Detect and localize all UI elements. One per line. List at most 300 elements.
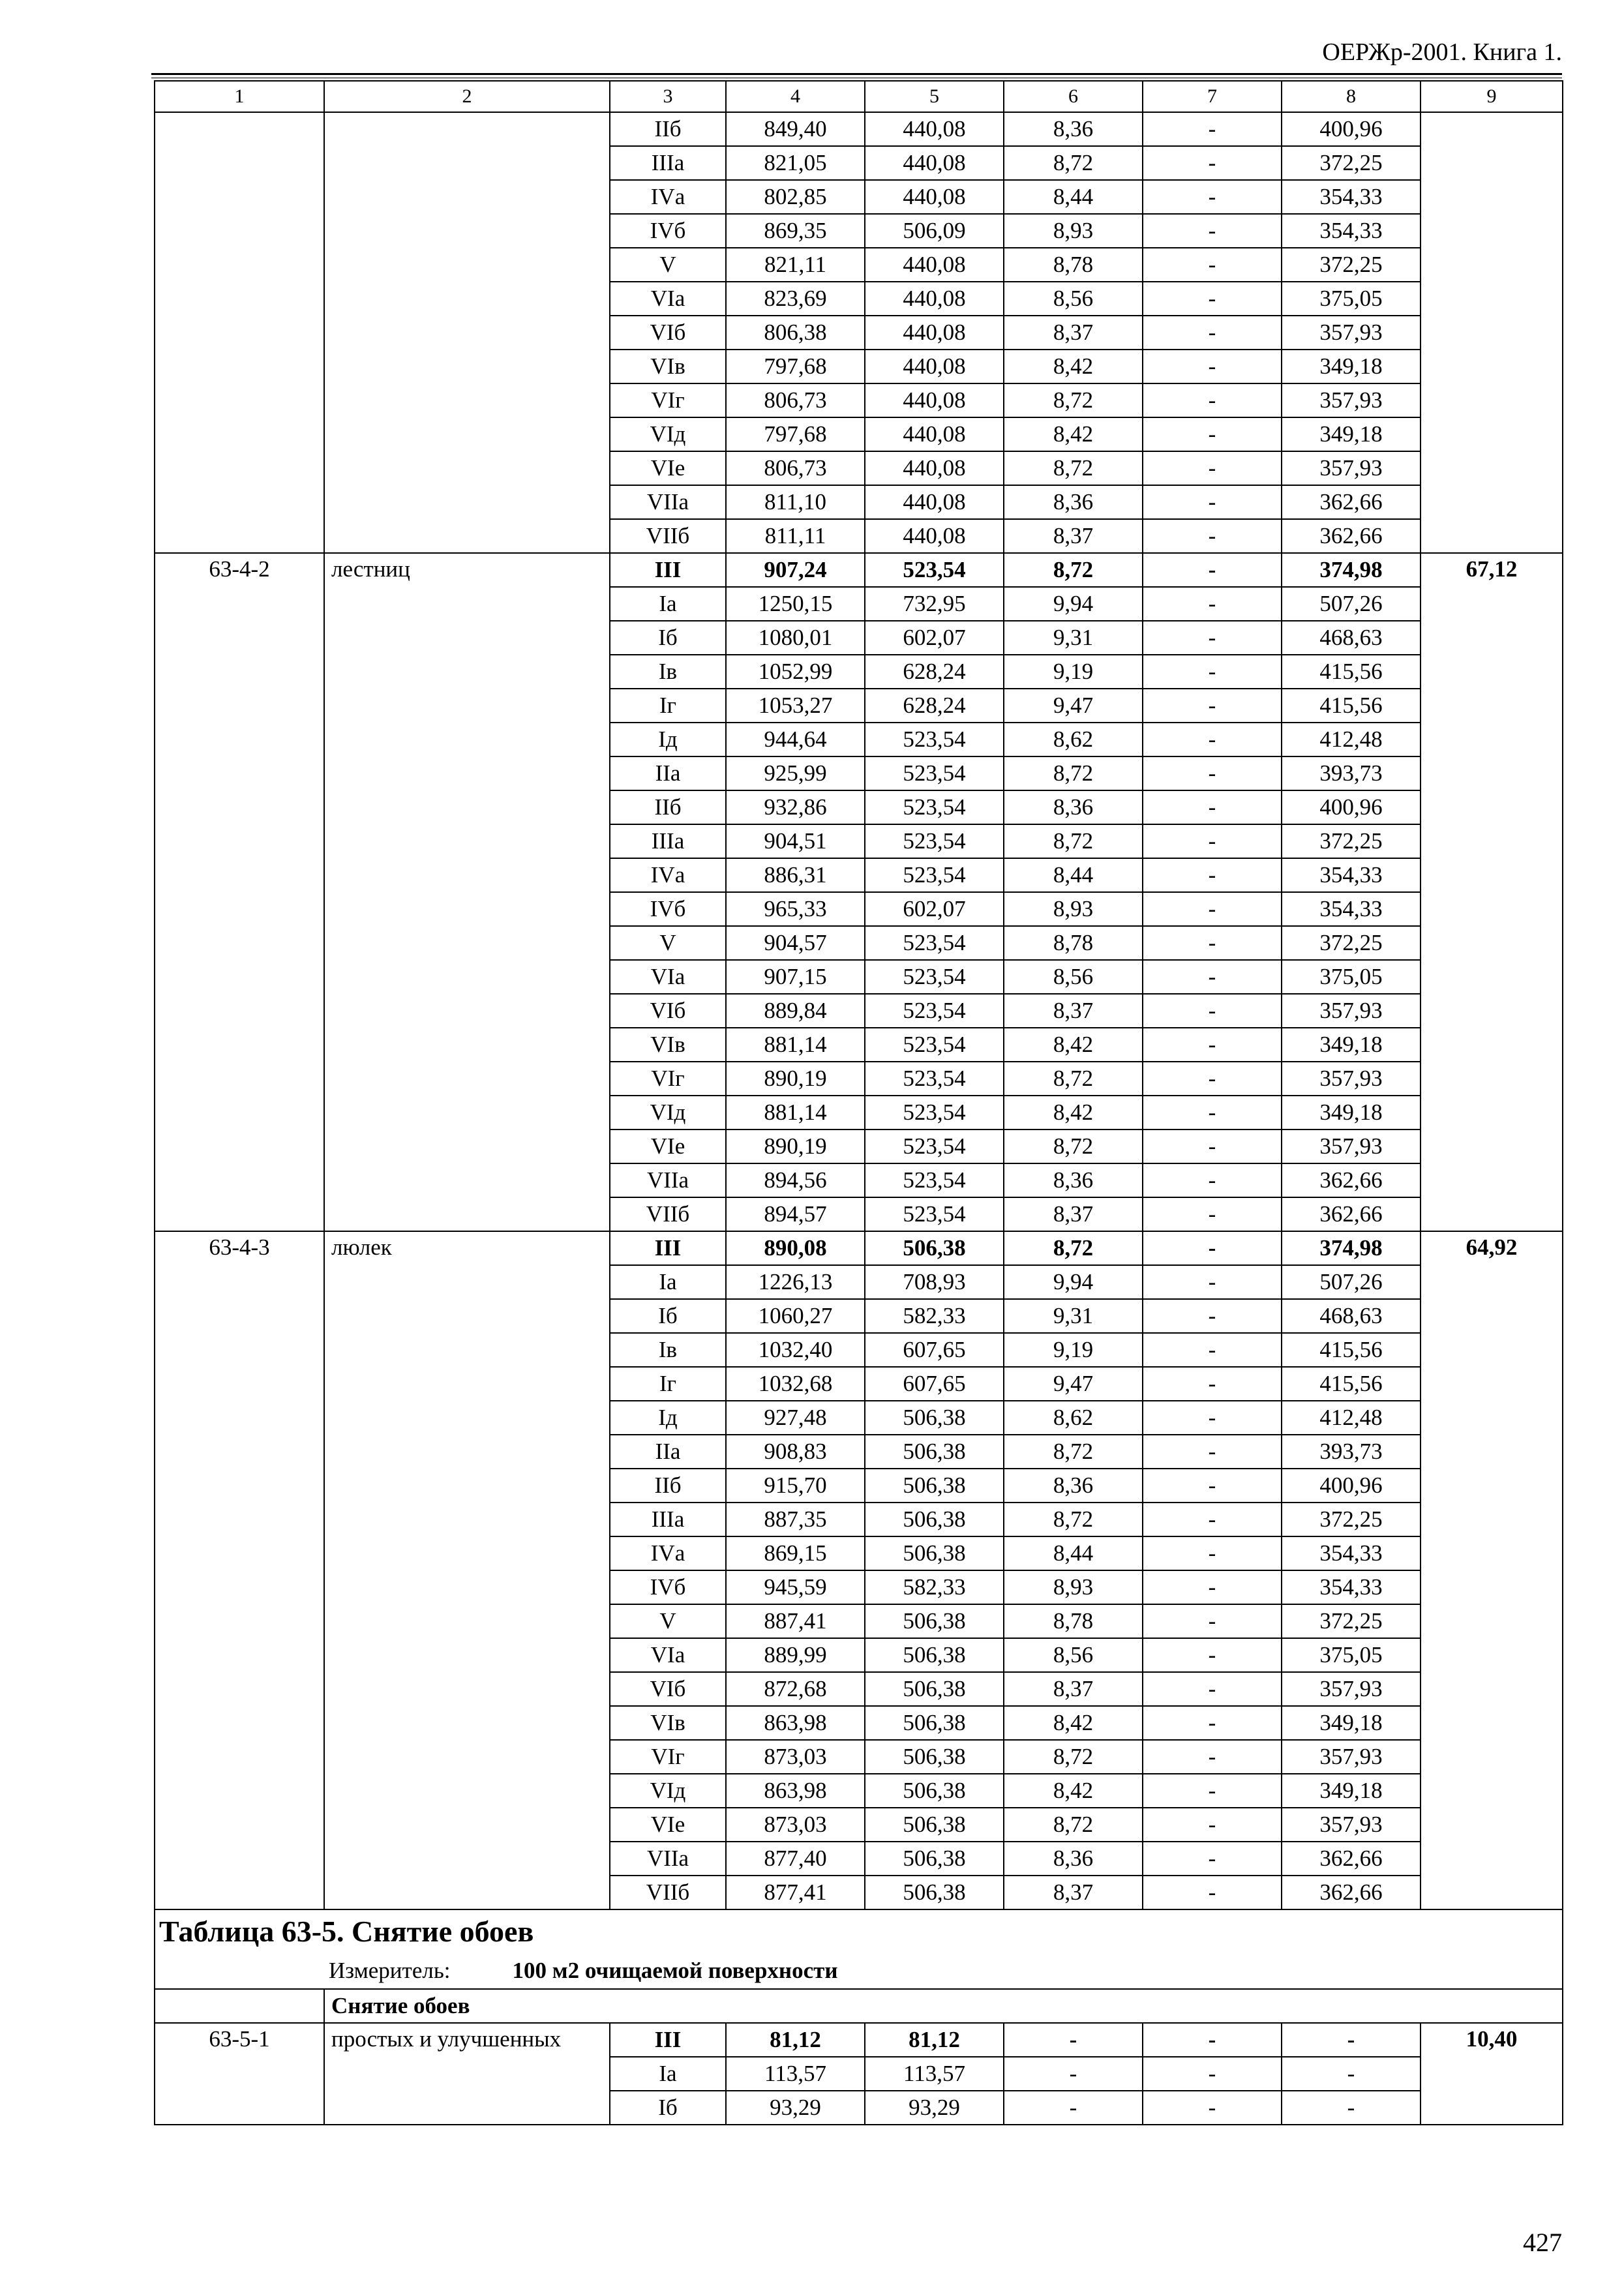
region-code: Iв <box>610 655 726 689</box>
column-number-row <box>155 81 1563 112</box>
machine-cost: - <box>1004 2023 1143 2057</box>
driver-wages: - <box>1143 1367 1282 1401</box>
machine-cost: 8,72 <box>1004 1435 1143 1469</box>
total-cost: 889,99 <box>726 1638 865 1672</box>
driver-wages: - <box>1143 1876 1282 1909</box>
column-number: 4 <box>726 81 865 112</box>
wages: 506,38 <box>865 1469 1004 1503</box>
region-code: V <box>610 1604 726 1638</box>
machine-cost: 8,78 <box>1004 926 1143 960</box>
wages: 440,08 <box>865 316 1004 350</box>
region-code: IVб <box>610 892 726 926</box>
materials-cost: 357,93 <box>1282 383 1421 417</box>
machine-cost: 8,78 <box>1004 1604 1143 1638</box>
driver-wages: - <box>1143 858 1282 892</box>
driver-wages: - <box>1143 1096 1282 1130</box>
total-cost: 889,84 <box>726 994 865 1028</box>
materials-cost: 362,66 <box>1282 519 1421 553</box>
wages: 607,65 <box>865 1333 1004 1367</box>
region-code: VIд <box>610 417 726 451</box>
total-cost: 927,48 <box>726 1401 865 1435</box>
wages: 81,12 <box>865 2023 1004 2057</box>
driver-wages: - <box>1143 926 1282 960</box>
region-code: VIе <box>610 1130 726 1163</box>
materials-cost: 362,66 <box>1282 1197 1421 1231</box>
materials-cost: 357,93 <box>1282 1740 1421 1774</box>
materials-cost: 375,05 <box>1282 1638 1421 1672</box>
region-code: VIIб <box>610 519 726 553</box>
item-code: 63-4-2 <box>155 553 324 1231</box>
wages: 523,54 <box>865 1197 1004 1231</box>
driver-wages: - <box>1143 146 1282 180</box>
region-code: IIб <box>610 1469 726 1503</box>
table-title: Таблица 63-5. Снятие обоев <box>155 1909 1563 1953</box>
materials-cost: 354,33 <box>1282 858 1421 892</box>
driver-wages: - <box>1143 1570 1282 1604</box>
section-blank <box>155 1989 324 2023</box>
machine-cost: 8,72 <box>1004 1808 1143 1842</box>
region-code: Iб <box>610 621 726 655</box>
region-code: Iб <box>610 1299 726 1333</box>
labor-cost: 10,40 <box>1421 2023 1563 2125</box>
wages: 440,08 <box>865 112 1004 146</box>
materials-cost: 357,93 <box>1282 1062 1421 1096</box>
materials-cost: 372,25 <box>1282 824 1421 858</box>
total-cost: 904,57 <box>726 926 865 960</box>
region-code: Iг <box>610 689 726 723</box>
measure-label: Измеритель: <box>329 1958 451 1983</box>
region-code: VIг <box>610 383 726 417</box>
machine-cost: 8,93 <box>1004 892 1143 926</box>
total-cost: 881,14 <box>726 1096 865 1130</box>
section-row <box>155 1989 1563 2023</box>
driver-wages: - <box>1143 2091 1282 2125</box>
total-cost: 877,40 <box>726 1842 865 1876</box>
wages: 523,54 <box>865 1096 1004 1130</box>
machine-cost: 8,37 <box>1004 1672 1143 1706</box>
machine-cost: 9,31 <box>1004 621 1143 655</box>
wages: 523,54 <box>865 1163 1004 1197</box>
total-cost: 907,24 <box>726 553 865 587</box>
machine-cost: 8,72 <box>1004 451 1143 485</box>
table-row <box>155 1231 1563 1265</box>
total-cost: 823,69 <box>726 282 865 316</box>
region-code: IIIа <box>610 824 726 858</box>
materials-cost: 375,05 <box>1282 282 1421 316</box>
driver-wages: - <box>1143 1028 1282 1062</box>
wages: 506,38 <box>865 1536 1004 1570</box>
wages: 93,29 <box>865 2091 1004 2125</box>
materials-cost: 400,96 <box>1282 790 1421 824</box>
region-code: V <box>610 248 726 282</box>
machine-cost: 9,31 <box>1004 1299 1143 1333</box>
region-code: VIг <box>610 1740 726 1774</box>
region-code: VIа <box>610 960 726 994</box>
region-code: Iд <box>610 1401 726 1435</box>
driver-wages: - <box>1143 1536 1282 1570</box>
driver-wages: - <box>1143 451 1282 485</box>
machine-cost: 9,94 <box>1004 1265 1143 1299</box>
materials-cost: 415,56 <box>1282 689 1421 723</box>
region-code: VIа <box>610 282 726 316</box>
driver-wages: - <box>1143 180 1282 214</box>
materials-cost: 372,25 <box>1282 926 1421 960</box>
region-code: VIв <box>610 1028 726 1062</box>
machine-cost: 8,36 <box>1004 1842 1143 1876</box>
driver-wages: - <box>1143 1401 1282 1435</box>
materials-cost: 349,18 <box>1282 1706 1421 1740</box>
machine-cost: 8,72 <box>1004 1740 1143 1774</box>
region-code: Iд <box>610 723 726 756</box>
materials-cost: 372,25 <box>1282 248 1421 282</box>
total-cost: 81,12 <box>726 2023 865 2057</box>
total-cost: 873,03 <box>726 1740 865 1774</box>
machine-cost: 8,36 <box>1004 1163 1143 1197</box>
region-code: IIа <box>610 756 726 790</box>
machine-cost: 8,72 <box>1004 1503 1143 1536</box>
region-code: IIа <box>610 1435 726 1469</box>
driver-wages: - <box>1143 960 1282 994</box>
region-code: VIв <box>610 350 726 383</box>
total-cost: 932,86 <box>726 790 865 824</box>
materials-cost: 357,93 <box>1282 1672 1421 1706</box>
wages: 506,38 <box>865 1401 1004 1435</box>
region-code: VIIа <box>610 1842 726 1876</box>
machine-cost: 8,42 <box>1004 350 1143 383</box>
region-code: VIб <box>610 1672 726 1706</box>
materials-cost: 374,98 <box>1282 553 1421 587</box>
wages: 708,93 <box>865 1265 1004 1299</box>
materials-cost: 468,63 <box>1282 621 1421 655</box>
region-code: Iа <box>610 587 726 621</box>
materials-cost: 507,26 <box>1282 587 1421 621</box>
driver-wages: - <box>1143 1706 1282 1740</box>
wages: 506,38 <box>865 1231 1004 1265</box>
column-number: 9 <box>1421 81 1563 112</box>
machine-cost: 8,42 <box>1004 1774 1143 1808</box>
wages: 440,08 <box>865 146 1004 180</box>
wages: 732,95 <box>865 587 1004 621</box>
region-code: VIIа <box>610 485 726 519</box>
materials-cost: 468,63 <box>1282 1299 1421 1333</box>
measure-row <box>155 1953 1563 1989</box>
wages: 523,54 <box>865 824 1004 858</box>
total-cost: 877,41 <box>726 1876 865 1909</box>
driver-wages: - <box>1143 824 1282 858</box>
machine-cost: 8,37 <box>1004 1197 1143 1231</box>
total-cost: 869,15 <box>726 1536 865 1570</box>
materials-cost: 400,96 <box>1282 112 1421 146</box>
materials-cost: 415,56 <box>1282 1367 1421 1401</box>
driver-wages: - <box>1143 248 1282 282</box>
materials-cost: - <box>1282 2057 1421 2091</box>
total-cost: 886,31 <box>726 858 865 892</box>
materials-cost: 412,48 <box>1282 1401 1421 1435</box>
driver-wages: - <box>1143 1808 1282 1842</box>
driver-wages: - <box>1143 1197 1282 1231</box>
region-code: Iа <box>610 2057 726 2091</box>
table-row <box>155 112 1563 146</box>
materials-cost: 372,25 <box>1282 1604 1421 1638</box>
driver-wages: - <box>1143 519 1282 553</box>
wages: 506,38 <box>865 1503 1004 1536</box>
total-cost: 887,41 <box>726 1604 865 1638</box>
wages: 628,24 <box>865 689 1004 723</box>
machine-cost: 8,42 <box>1004 1096 1143 1130</box>
driver-wages: - <box>1143 1672 1282 1706</box>
total-cost: 863,98 <box>726 1774 865 1808</box>
machine-cost: 8,42 <box>1004 417 1143 451</box>
driver-wages: - <box>1143 1435 1282 1469</box>
region-code: VIе <box>610 1808 726 1842</box>
machine-cost: 8,72 <box>1004 824 1143 858</box>
total-cost: 1032,68 <box>726 1367 865 1401</box>
total-cost: 849,40 <box>726 112 865 146</box>
total-cost: 1250,15 <box>726 587 865 621</box>
total-cost: 806,73 <box>726 383 865 417</box>
table-title-row <box>155 1909 1563 1953</box>
region-code: III <box>610 2023 726 2057</box>
item-name: люлек <box>324 1231 610 1909</box>
wages: 523,54 <box>865 1028 1004 1062</box>
region-code: IVа <box>610 180 726 214</box>
materials-cost: 349,18 <box>1282 1096 1421 1130</box>
machine-cost: 8,72 <box>1004 553 1143 587</box>
total-cost: 894,57 <box>726 1197 865 1231</box>
column-number: 6 <box>1004 81 1143 112</box>
wages: 523,54 <box>865 756 1004 790</box>
labor-cost <box>1421 112 1563 553</box>
machine-cost: 9,47 <box>1004 1367 1143 1401</box>
region-code: VIIб <box>610 1197 726 1231</box>
materials-cost: 362,66 <box>1282 1163 1421 1197</box>
region-code: VIе <box>610 451 726 485</box>
machine-cost: 8,72 <box>1004 1062 1143 1096</box>
total-cost: 904,51 <box>726 824 865 858</box>
machine-cost: 8,42 <box>1004 1706 1143 1740</box>
wages: 440,08 <box>865 282 1004 316</box>
driver-wages: - <box>1143 1231 1282 1265</box>
materials-cost: 393,73 <box>1282 1435 1421 1469</box>
total-cost: 890,08 <box>726 1231 865 1265</box>
machine-cost: - <box>1004 2091 1143 2125</box>
materials-cost: 357,93 <box>1282 1130 1421 1163</box>
wages: 440,08 <box>865 383 1004 417</box>
driver-wages: - <box>1143 790 1282 824</box>
materials-cost: 357,93 <box>1282 1808 1421 1842</box>
driver-wages: - <box>1143 1163 1282 1197</box>
wages: 440,08 <box>865 417 1004 451</box>
region-code: IVа <box>610 1536 726 1570</box>
machine-cost: 8,44 <box>1004 180 1143 214</box>
driver-wages: - <box>1143 1604 1282 1638</box>
total-cost: 806,73 <box>726 451 865 485</box>
item-name: простых и улучшенных <box>324 2023 610 2125</box>
total-cost: 113,57 <box>726 2057 865 2091</box>
materials-cost: 362,66 <box>1282 1876 1421 1909</box>
driver-wages: - <box>1143 2023 1282 2057</box>
driver-wages: - <box>1143 1638 1282 1672</box>
driver-wages: - <box>1143 383 1282 417</box>
region-code: Iг <box>610 1367 726 1401</box>
rates-table-body <box>155 81 1563 2125</box>
wages: 440,08 <box>865 248 1004 282</box>
driver-wages: - <box>1143 1062 1282 1096</box>
driver-wages: - <box>1143 1740 1282 1774</box>
materials-cost: 372,25 <box>1282 1503 1421 1536</box>
total-cost: 915,70 <box>726 1469 865 1503</box>
materials-cost: 362,66 <box>1282 485 1421 519</box>
machine-cost: 8,37 <box>1004 1876 1143 1909</box>
wages: 523,54 <box>865 790 1004 824</box>
driver-wages: - <box>1143 553 1282 587</box>
driver-wages: - <box>1143 621 1282 655</box>
total-cost: 797,68 <box>726 417 865 451</box>
total-cost: 894,56 <box>726 1163 865 1197</box>
total-cost: 869,35 <box>726 214 865 248</box>
total-cost: 907,15 <box>726 960 865 994</box>
item-code: 63-4-3 <box>155 1231 324 1909</box>
wages: 506,38 <box>865 1808 1004 1842</box>
table-row <box>155 2023 1563 2057</box>
machine-cost: 8,93 <box>1004 214 1143 248</box>
machine-cost: 8,78 <box>1004 248 1143 282</box>
wages: 506,38 <box>865 1706 1004 1740</box>
total-cost: 1052,99 <box>726 655 865 689</box>
wages: 506,38 <box>865 1604 1004 1638</box>
materials-cost: 372,25 <box>1282 146 1421 180</box>
total-cost: 945,59 <box>726 1570 865 1604</box>
machine-cost: 8,37 <box>1004 519 1143 553</box>
total-cost: 811,11 <box>726 519 865 553</box>
wages: 506,09 <box>865 214 1004 248</box>
wages: 523,54 <box>865 553 1004 587</box>
machine-cost: 9,94 <box>1004 587 1143 621</box>
machine-cost: 9,47 <box>1004 689 1143 723</box>
machine-cost: 8,44 <box>1004 858 1143 892</box>
region-code: VIIа <box>610 1163 726 1197</box>
materials-cost: 349,18 <box>1282 350 1421 383</box>
total-cost: 965,33 <box>726 892 865 926</box>
wages: 440,08 <box>865 350 1004 383</box>
driver-wages: - <box>1143 689 1282 723</box>
machine-cost: 8,72 <box>1004 383 1143 417</box>
driver-wages: - <box>1143 214 1282 248</box>
wages: 523,54 <box>865 858 1004 892</box>
labor-cost: 67,12 <box>1421 553 1563 1231</box>
wages: 602,07 <box>865 621 1004 655</box>
machine-cost: 8,42 <box>1004 1028 1143 1062</box>
column-number: 5 <box>865 81 1004 112</box>
wages: 440,08 <box>865 485 1004 519</box>
materials-cost: 415,56 <box>1282 1333 1421 1367</box>
document-header: ОЕРЖр-2001. Книга 1. <box>1322 38 1562 66</box>
total-cost: 821,11 <box>726 248 865 282</box>
region-code: IIб <box>610 112 726 146</box>
driver-wages: - <box>1143 723 1282 756</box>
wages: 523,54 <box>865 960 1004 994</box>
machine-cost: 8,56 <box>1004 1638 1143 1672</box>
total-cost: 873,03 <box>726 1808 865 1842</box>
machine-cost: 8,36 <box>1004 485 1143 519</box>
materials-cost: 349,18 <box>1282 1028 1421 1062</box>
driver-wages: - <box>1143 350 1282 383</box>
driver-wages: - <box>1143 112 1282 146</box>
machine-cost: 8,93 <box>1004 1570 1143 1604</box>
machine-cost: 8,37 <box>1004 316 1143 350</box>
total-cost: 797,68 <box>726 350 865 383</box>
total-cost: 872,68 <box>726 1672 865 1706</box>
wages: 440,08 <box>865 519 1004 553</box>
region-code: IIб <box>610 790 726 824</box>
materials-cost: 400,96 <box>1282 1469 1421 1503</box>
total-cost: 887,35 <box>726 1503 865 1536</box>
machine-cost: 8,56 <box>1004 960 1143 994</box>
materials-cost: 349,18 <box>1282 1774 1421 1808</box>
region-code: VIб <box>610 994 726 1028</box>
wages: 506,38 <box>865 1876 1004 1909</box>
wages: 440,08 <box>865 451 1004 485</box>
materials-cost: 354,33 <box>1282 892 1421 926</box>
total-cost: 1053,27 <box>726 689 865 723</box>
region-code: IIIа <box>610 146 726 180</box>
item-name <box>324 112 610 553</box>
wages: 523,54 <box>865 1062 1004 1096</box>
total-cost: 811,10 <box>726 485 865 519</box>
region-code: V <box>610 926 726 960</box>
materials-cost: 354,33 <box>1282 1570 1421 1604</box>
wages: 607,65 <box>865 1367 1004 1401</box>
wages: 523,54 <box>865 926 1004 960</box>
region-code: VIв <box>610 1706 726 1740</box>
total-cost: 93,29 <box>726 2091 865 2125</box>
driver-wages: - <box>1143 1299 1282 1333</box>
driver-wages: - <box>1143 1469 1282 1503</box>
materials-cost: - <box>1282 2023 1421 2057</box>
materials-cost: 357,93 <box>1282 451 1421 485</box>
total-cost: 1032,40 <box>726 1333 865 1367</box>
wages: 506,38 <box>865 1435 1004 1469</box>
driver-wages: - <box>1143 1265 1282 1299</box>
driver-wages: - <box>1143 485 1282 519</box>
materials-cost: 354,33 <box>1282 214 1421 248</box>
wages: 582,33 <box>865 1299 1004 1333</box>
wages: 506,38 <box>865 1740 1004 1774</box>
region-code: IIIа <box>610 1503 726 1536</box>
machine-cost: 8,36 <box>1004 112 1143 146</box>
column-number: 1 <box>155 81 324 112</box>
wages: 523,54 <box>865 723 1004 756</box>
materials-cost: 393,73 <box>1282 756 1421 790</box>
driver-wages: - <box>1143 417 1282 451</box>
materials-cost: 357,93 <box>1282 316 1421 350</box>
wages: 628,24 <box>865 655 1004 689</box>
driver-wages: - <box>1143 994 1282 1028</box>
region-code: VIа <box>610 1638 726 1672</box>
total-cost: 925,99 <box>726 756 865 790</box>
driver-wages: - <box>1143 1130 1282 1163</box>
region-code: IVб <box>610 214 726 248</box>
column-number: 7 <box>1143 81 1282 112</box>
machine-cost: 8,72 <box>1004 1130 1143 1163</box>
machine-cost: 9,19 <box>1004 1333 1143 1367</box>
machine-cost: 8,36 <box>1004 790 1143 824</box>
materials-cost: 354,33 <box>1282 180 1421 214</box>
machine-cost: 8,72 <box>1004 1231 1143 1265</box>
materials-cost: 374,98 <box>1282 1231 1421 1265</box>
header-rule <box>151 73 1562 75</box>
materials-cost: 349,18 <box>1282 417 1421 451</box>
